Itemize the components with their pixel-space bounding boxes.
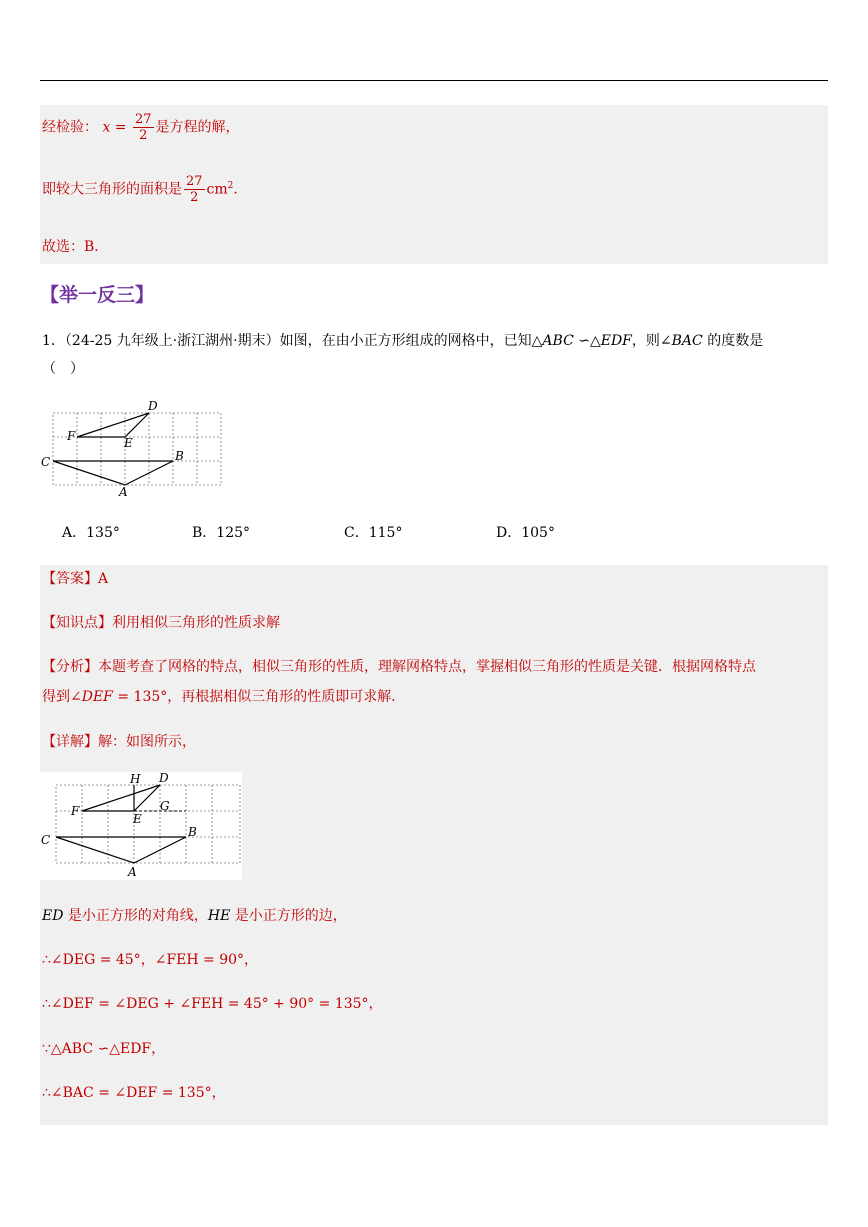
label-b: B [188, 825, 197, 839]
label-c: C [41, 833, 51, 847]
label-a: A [128, 865, 137, 879]
triangle-def [82, 785, 160, 811]
label-c: C [41, 455, 51, 469]
analysis-line-1: 【分析】本题考查了网格的特点，相似三角形的性质，理解网格特点，掌握相似三角形的性质是关键．根据网格特点 [42, 659, 756, 675]
label-f: F [71, 804, 80, 818]
label-h: H [130, 772, 141, 786]
question-line-1: 1．（24-25 九年级上·浙江湖州·期末）如图，在由小正方形组成的网格中，已知△ABC ∽△EDF，则∠BAC 的度数是 [42, 333, 764, 349]
analysis-line-2: 得到∠DEF = 135°，再根据相似三角形的性质即可求解． [42, 689, 406, 705]
section-title: 【举一反三】 [40, 284, 155, 306]
grid-lines [53, 413, 221, 485]
step-2: ∴∠DEG = 45°，∠FEH = 90°， [42, 952, 259, 968]
triangle-abc [53, 461, 173, 485]
step-3: ∴∠DEF = ∠DEG + ∠FEH = 45° + 90° = 135°， [42, 996, 383, 1012]
label-b: B [175, 449, 184, 463]
grid-figure-1 [38, 398, 228, 498]
label-e: E [133, 812, 142, 826]
label-e: E [124, 436, 133, 450]
step-4: ∵△ABC ∽△EDF， [42, 1041, 166, 1057]
fraction: $\frac{27}{2}$ [135, 112, 152, 143]
label-g: G [160, 799, 170, 813]
label-d: D [159, 772, 169, 785]
label-f: F [67, 429, 76, 443]
header-rule [40, 80, 828, 81]
option-d[interactable]: D．105° [496, 525, 555, 541]
fraction: $\frac{27}{2}$ [186, 174, 203, 205]
option-c[interactable]: C．115° [344, 525, 403, 541]
grid-figure-2 [40, 772, 242, 880]
step-5: ∴∠BAC = ∠DEF = 135°， [42, 1085, 226, 1101]
check-line: 经检验： x = $\frac{27}{2}$ 是方程的解， [42, 112, 240, 143]
detail-line: 【详解】解：如图所示， [42, 734, 196, 750]
question-line-2: （ ） [42, 361, 84, 377]
area-line: 即较大三角形的面积是 $\frac{27}{2}$ $cm^2$. [42, 174, 238, 205]
step-1: ED 是小正方形的对角线，HE 是小正方形的边， [42, 908, 347, 924]
answer-line: 【答案】A [42, 571, 109, 587]
option-b[interactable]: B．125° [192, 525, 251, 541]
label-a: A [119, 485, 128, 498]
triangle-abc [56, 837, 186, 863]
option-a[interactable]: A．135° [62, 525, 120, 541]
choose-line: 故选：B． [42, 239, 109, 255]
triangle-def [77, 413, 149, 437]
label-d: D [148, 399, 158, 413]
knowledge-line: 【知识点】利用相似三角形的性质求解 [42, 615, 280, 631]
